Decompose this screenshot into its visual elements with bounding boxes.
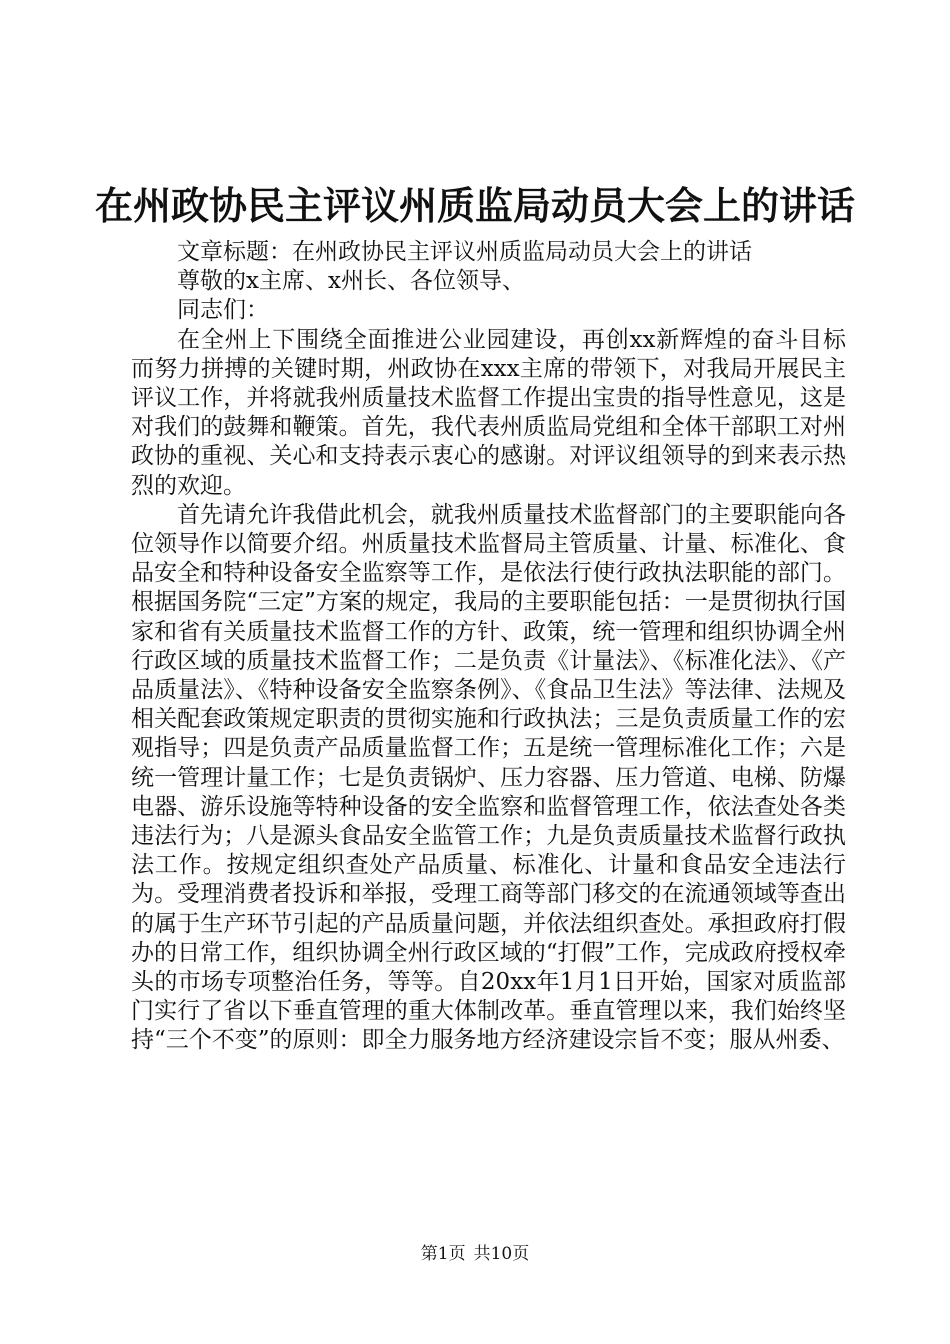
body-paragraph-2: 首先请允许我借此机会，就我州质量技术监督部门的主要职能向各位领导作以简要介绍。州质量技术监督局主管质量、计量、标准化、食品安全和特种设备安全监察等工作，是依法行使行政执法职能的部门。根据国务院“三定”方案的规定，我局的主要职能包括：一是贯彻执行国家和省有关质量技术监督工作的方针、政策，统一管理和组织协调全州行政区域的质量技术监督工作；二是负责《计量法》、《标准化法》、《产品质量法》、《特种设备安全监察条例》、《食品卫生法》等法律、法规及相关配套政策规定职责的贯彻实施和行政执法；三是负责质量工作的宏观指导；四是负责产品质量监督工作；五是统一管理标准化工作；六是统一管理计量工作；七是负责锅炉、压力容器、压力管道、电梯、防爆电器、游乐设施等特种设备的安全监察和监督管理工作，依法查处各类违法行为；八是源头食品安全监管工作；九是负责质量技术监督行政执法工作。按规定组织查处产品质量、标准化、计量和食品安全违法行为。受理消费者投诉和举报，受理工商等部门移交的在流通领域等查出的属于生产环节引起的产品质量问题，并依法组织查处。承担政府打假办的日常工作，组织协调全州行政区域的“打假”工作，完成政府授权牵头的市场专项整治任务，等等。自20xx年1月1日开始，国家对质监部门实行了省以下垂直管理的重大体制改革。垂直管理以来，我们始终坚持“三个不变”的原则：即全力服务地方经济建设宗旨不变；服从州委、 (131, 501, 846, 1054)
salutation-line-2: 同志们： (177, 297, 269, 324)
page-number: 第1页 (420, 1244, 466, 1264)
article-title-line: 文章标题：在州政协民主评议州质监局动员大会上的讲话 (177, 239, 752, 265)
document-title: 在州政协民主评议州质监局动员大会上的讲话 (94, 184, 855, 228)
page-footer (0, 1242, 950, 1266)
document-body (131, 238, 846, 1056)
body-paragraph-1: 在全州上下围绕全面推进公业园建设，再创xx新辉煌的奋斗目标而努力拼搏的关键时期，州政协在xxx主席的带领下，对我局开展民主评议工作，并将就我州质量技术监督工作提出宝贵的指导性意见，这是对我们的鼓舞和鞭策。首先，我代表州质监局党组和全体干部职工对州政协的重视、关心和支持表示衷心的感谢。对评议组领导的到来表示热烈的欢迎。 (131, 326, 846, 499)
page-total: 共10页 (473, 1244, 530, 1264)
salutation-line: 尊敬的x主席、x州长、各位领导、 (177, 268, 525, 295)
